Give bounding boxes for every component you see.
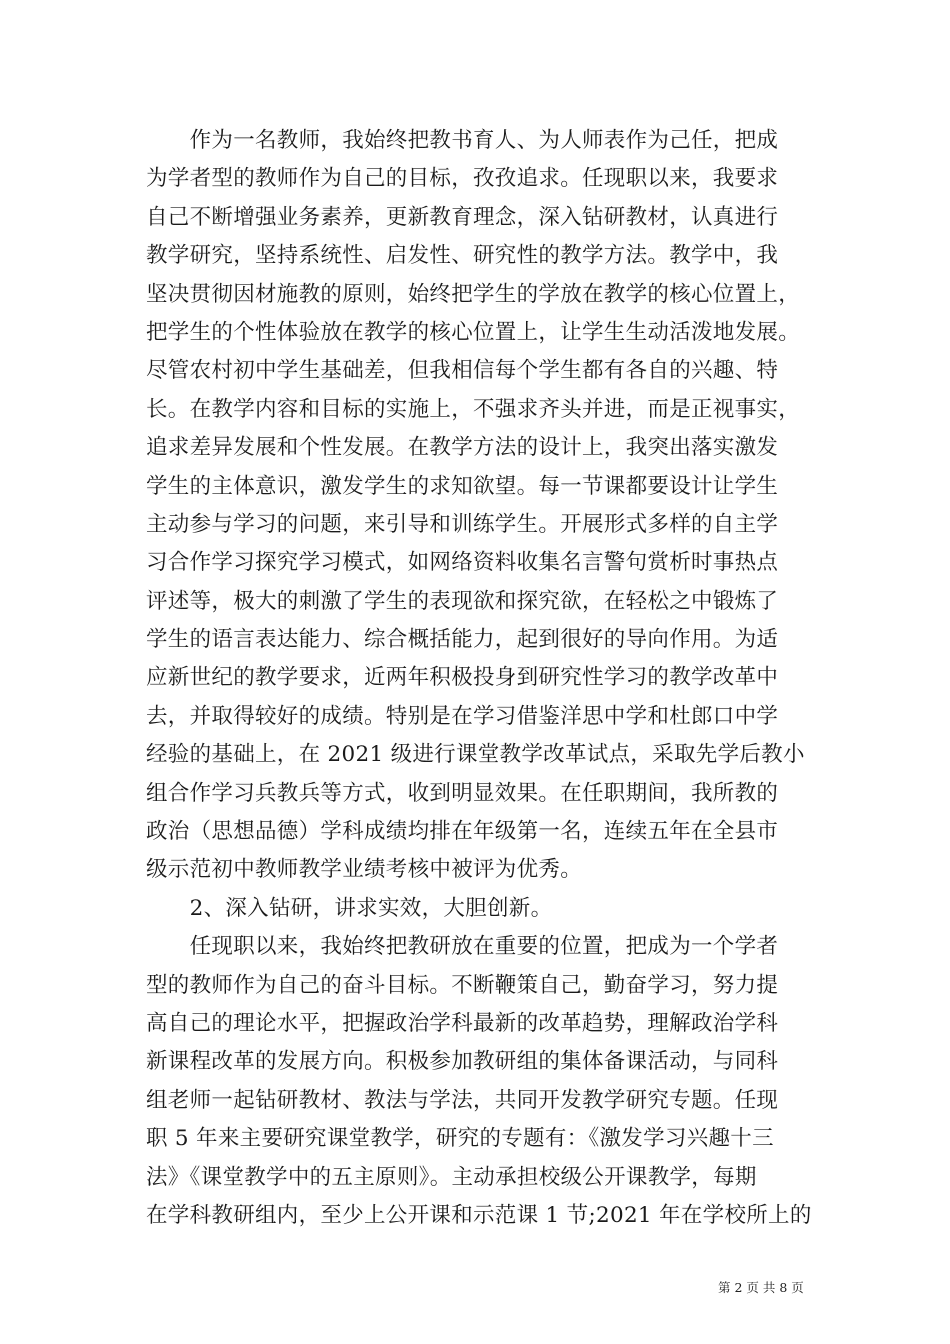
- text-line: 应新世纪的教学要求，近两年积极投身到研究性学习的教学改革中: [146, 665, 779, 691]
- text-line: 级示范初中教师教学业绩考核中被评为优秀。: [146, 857, 583, 883]
- document-body: [146, 122, 812, 1235]
- text-line: 自己不断增强业务素养，更新教育理念，深入钻研教材，认真进行: [146, 204, 779, 230]
- text-line: 经验的基础上，在 2021 级进行课堂教学改革试点，采取先学后教小: [146, 742, 805, 768]
- text-line: 组老师一起钻研教材、教法与学法，共同开发教学研究专题。任现: [146, 1087, 779, 1113]
- text-line: 去，并取得较好的成绩。特别是在学习借鉴洋思中学和杜郎口中学: [146, 703, 779, 729]
- text-line: 主动参与学习的问题，来引导和训练学生。开展形式多样的自主学: [146, 511, 779, 537]
- text-line: 政治（思想品德）学科成绩均排在年级第一名，连续五年在全县市: [146, 819, 779, 845]
- text-line: 职 5 年来主要研究课堂教学，研究的专题有：《激发学习兴趣十三: [146, 1126, 774, 1152]
- text-line: 追求差异发展和个性发展。在教学方法的设计上，我突出落实激发: [146, 435, 779, 461]
- text-line: 在学科教研组内，至少上公开课和示范课 1 节;2021 年在学校所上的: [146, 1202, 812, 1228]
- text-line: 法》《课堂教学中的五主原则》。主动承担校级公开课教学，每期: [146, 1164, 757, 1190]
- text-line: 为学者型的教师作为自己的目标，孜孜追求。任现职以来，我要求: [146, 166, 779, 192]
- text-line: 教学研究，坚持系统性、启发性、研究性的教学方法。教学中，我: [146, 243, 779, 269]
- text-line: 学生的语言表达能力、综合概括能力，起到很好的导向作用。为适: [146, 627, 779, 653]
- text-line: 型的教师作为自己的奋斗目标。不断鞭策自己，勤奋学习，努力提: [146, 972, 779, 998]
- section-heading: 2、深入钻研，讲求实效，大胆创新。: [146, 895, 553, 921]
- text-line: 习合作学习探究学习模式，如网络资料收集名言警句赏析时事热点: [146, 550, 779, 576]
- text-line: 组合作学习兵教兵等方式，收到明显效果。在任职期间，我所教的: [146, 780, 779, 806]
- page-number: 第 2 页 共 8 页: [718, 1280, 804, 1295]
- text-line: 学生的主体意识，激发学生的求知欲望。每一节课都要设计让学生: [146, 473, 779, 499]
- text-line: 高自己的理论水平，把握政治学科最新的改革趋势，理解政治学科: [146, 1010, 779, 1036]
- text-line: 新课程改革的发展方向。积极参加教研组的集体备课活动，与同科: [146, 1049, 779, 1075]
- text-line: 任现职以来，我始终把教研放在重要的位置，把成为一个学者: [146, 934, 779, 960]
- text-line: 长。在教学内容和目标的实施上，不强求齐头并进，而是正视事实，: [146, 396, 801, 422]
- text-line: 作为一名教师，我始终把教书育人、为人师表作为己任，把成: [146, 128, 779, 153]
- text-line: 评述等，极大的刺激了学生的表现欲和探究欲，在轻松之中锻炼了: [146, 588, 779, 614]
- text-line: 尽管农村初中学生基础差，但我相信每个学生都有各自的兴趣、特: [146, 358, 779, 384]
- text-line: 坚决贯彻因材施教的原则，始终把学生的学放在教学的核心位置上，: [146, 281, 801, 307]
- text-line: 把学生的个性体验放在教学的核心位置上，让学生生动活泼地发展。: [146, 319, 801, 345]
